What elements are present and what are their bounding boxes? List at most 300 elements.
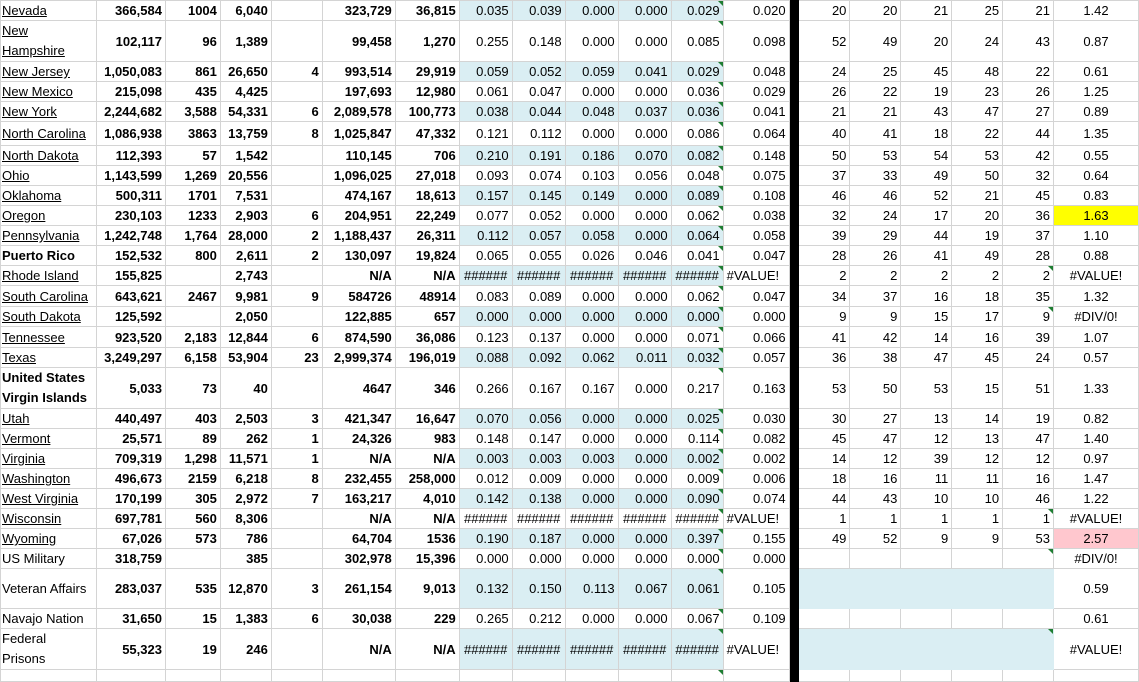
- cell-col5[interactable]: 64,704: [322, 529, 395, 549]
- cell-rate-3[interactable]: 0.113: [565, 569, 618, 609]
- cell-rate-1[interactable]: 0.077: [459, 206, 512, 226]
- cell-rank-2[interactable]: 53: [850, 146, 901, 166]
- cell-rate-3[interactable]: 0.000: [565, 549, 618, 569]
- cell-rate-1[interactable]: 0.157: [459, 186, 512, 206]
- cell-col5[interactable]: 474,167: [322, 186, 395, 206]
- cell-region-name[interactable]: [1, 509, 97, 529]
- cell-rank-2[interactable]: 26: [850, 246, 901, 266]
- cell-rate-2[interactable]: 0.138: [512, 489, 565, 509]
- cell-col2[interactable]: 3,588: [165, 102, 220, 122]
- cell-col6[interactable]: 657: [395, 307, 459, 327]
- cell-col3[interactable]: 786: [220, 529, 271, 549]
- cell-rate-5[interactable]: 0.000: [671, 307, 723, 327]
- cell-rate-1[interactable]: ######: [459, 509, 512, 529]
- cell-ratio[interactable]: 1.40: [1053, 429, 1138, 449]
- cell-rank-2[interactable]: [850, 569, 901, 609]
- cell-rank-3[interactable]: 53: [901, 368, 952, 409]
- cell-rank-3[interactable]: 11: [901, 469, 952, 489]
- cell-rank-1[interactable]: 53: [798, 368, 850, 409]
- cell-rank-1[interactable]: 2: [798, 266, 850, 286]
- cell-col6[interactable]: N/A: [395, 449, 459, 469]
- cell-rank-2[interactable]: 25: [850, 62, 901, 82]
- cell-rate-2[interactable]: 0.145: [512, 186, 565, 206]
- cell-rank-1[interactable]: 28: [798, 246, 850, 266]
- cell-col2[interactable]: 560: [165, 509, 220, 529]
- cell-rank-3[interactable]: 52: [901, 186, 952, 206]
- cell-col5[interactable]: N/A: [322, 449, 395, 469]
- cell-rank-5[interactable]: [1003, 629, 1054, 670]
- cell-rate-4[interactable]: 0.000: [618, 286, 671, 307]
- cell-col5[interactable]: 4647: [322, 368, 395, 409]
- cell-col5[interactable]: 130,097: [322, 246, 395, 266]
- cell-rank-2[interactable]: 37: [850, 286, 901, 307]
- cell-rank-1[interactable]: [798, 569, 850, 609]
- cell-rank-5[interactable]: [1003, 569, 1054, 609]
- cell-rank-3[interactable]: 18: [901, 122, 952, 146]
- cell-col4[interactable]: 2: [271, 246, 322, 266]
- cell-col5[interactable]: 874,590: [322, 327, 395, 348]
- cell-region-name[interactable]: [1, 549, 97, 569]
- cell-ratio[interactable]: #VALUE!: [1053, 266, 1138, 286]
- cell-ratio[interactable]: #DIV/0!: [1053, 549, 1138, 569]
- cell-rate-2[interactable]: 0.057: [512, 226, 565, 246]
- cell-rate-2[interactable]: ######: [512, 509, 565, 529]
- cell-rate-4[interactable]: 0.070: [618, 146, 671, 166]
- cell-rate-5[interactable]: 0.009: [671, 469, 723, 489]
- cell-rate-avg[interactable]: 0.105: [723, 569, 789, 609]
- cell-rank-1[interactable]: 26: [798, 82, 850, 102]
- cell-rate-1[interactable]: 0.088: [459, 348, 512, 368]
- cell-rank-5[interactable]: 43: [1003, 21, 1054, 62]
- cell-rank-5[interactable]: 36: [1003, 206, 1054, 226]
- cell-rate-5[interactable]: 0.067: [671, 609, 723, 629]
- cell-total[interactable]: 1,143,599: [96, 166, 165, 186]
- cell-rate-2[interactable]: 0.187: [512, 529, 565, 549]
- cell-rate-3[interactable]: 0.167: [565, 368, 618, 409]
- cell-ratio[interactable]: 1.42: [1053, 1, 1138, 21]
- cell-rate-2[interactable]: 0.000: [512, 307, 565, 327]
- cell-total[interactable]: 1,050,083: [96, 62, 165, 82]
- cell-col4[interactable]: 7: [271, 489, 322, 509]
- cell-rank-4[interactable]: 2: [952, 266, 1003, 286]
- cell-rate-2[interactable]: 0.052: [512, 62, 565, 82]
- cell-rate-4[interactable]: 0.000: [618, 609, 671, 629]
- cell-col4[interactable]: [271, 82, 322, 102]
- cell-rate-4[interactable]: 0.000: [618, 469, 671, 489]
- cell-rate-avg[interactable]: 0.029: [723, 82, 789, 102]
- cell-col5[interactable]: 99,458: [322, 21, 395, 62]
- cell-rank-4[interactable]: [952, 629, 1003, 670]
- cell-rate-2[interactable]: 0.074: [512, 166, 565, 186]
- cell-rate-avg[interactable]: 0.030: [723, 409, 789, 429]
- cell-total[interactable]: 3,249,297: [96, 348, 165, 368]
- cell-rate-avg[interactable]: 0.048: [723, 62, 789, 82]
- cell-col3[interactable]: 2,503: [220, 409, 271, 429]
- cell-rank-1[interactable]: 18: [798, 469, 850, 489]
- cell-rate-5[interactable]: 0.062: [671, 206, 723, 226]
- cell-rate-3[interactable]: 0.000: [565, 82, 618, 102]
- cell-rate-2[interactable]: 0.148: [512, 21, 565, 62]
- cell-region-name[interactable]: [1, 489, 97, 509]
- cell-rank-1[interactable]: 40: [798, 122, 850, 146]
- cell-col3[interactable]: 8,306: [220, 509, 271, 529]
- cell-col6[interactable]: 22,249: [395, 206, 459, 226]
- cell-col2[interactable]: 15: [165, 609, 220, 629]
- cell-rank-3[interactable]: 39: [901, 449, 952, 469]
- cell-col6[interactable]: 16,647: [395, 409, 459, 429]
- cell-rate-5[interactable]: 0.000: [671, 549, 723, 569]
- cell-rank-4[interactable]: 19: [952, 226, 1003, 246]
- cell-col6[interactable]: 229: [395, 609, 459, 629]
- cell-rank-5[interactable]: 1: [1003, 509, 1054, 529]
- cell-rate-5[interactable]: 0.036: [671, 82, 723, 102]
- cell-rate-5[interactable]: 0.002: [671, 449, 723, 469]
- cell-rate-3[interactable]: 0.000: [565, 609, 618, 629]
- cell-col6[interactable]: 1536: [395, 529, 459, 549]
- cell-rank-4[interactable]: 11: [952, 469, 1003, 489]
- cell-rate-avg[interactable]: 0.038: [723, 206, 789, 226]
- region-link[interactable]: North Dakota: [2, 148, 79, 163]
- cell-total[interactable]: 500,311: [96, 186, 165, 206]
- region-link[interactable]: West Virginia: [2, 491, 79, 506]
- cell-col3[interactable]: 246: [220, 629, 271, 670]
- cell-rate-avg[interactable]: 0.074: [723, 489, 789, 509]
- cell-region-name[interactable]: [1, 307, 97, 327]
- cell-rate-5[interactable]: 0.090: [671, 489, 723, 509]
- region-link[interactable]: New York: [2, 104, 57, 119]
- cell-rate-4[interactable]: 0.000: [618, 327, 671, 348]
- cell-rank-5[interactable]: 22: [1003, 62, 1054, 82]
- cell-col4[interactable]: [271, 21, 322, 62]
- cell-col5[interactable]: N/A: [322, 266, 395, 286]
- region-link[interactable]: Wisconsin: [2, 511, 62, 526]
- cell-col6[interactable]: N/A: [395, 629, 459, 670]
- cell-rate-3[interactable]: 0.059: [565, 62, 618, 82]
- cell-total[interactable]: 155,825: [96, 266, 165, 286]
- region-link[interactable]: South Dakota: [2, 309, 81, 324]
- cell-rate-4[interactable]: 0.046: [618, 246, 671, 266]
- cell-rate-5[interactable]: 0.086: [671, 122, 723, 146]
- cell-col2[interactable]: 57: [165, 146, 220, 166]
- cell-rank-4[interactable]: 53: [952, 146, 1003, 166]
- cell-col6[interactable]: 4,010: [395, 489, 459, 509]
- cell-col6[interactable]: 983: [395, 429, 459, 449]
- cell-col4[interactable]: 2: [271, 226, 322, 246]
- cell-rank-5[interactable]: [1003, 609, 1054, 629]
- cell-col3[interactable]: 2,743: [220, 266, 271, 286]
- cell-rate-avg[interactable]: 0.000: [723, 307, 789, 327]
- region-link[interactable]: Tennessee: [2, 329, 65, 345]
- cell-rank-2[interactable]: 2: [850, 266, 901, 286]
- cell-rank-2[interactable]: 24: [850, 206, 901, 226]
- cell-rank-1[interactable]: 36: [798, 348, 850, 368]
- cell-rate-avg[interactable]: #VALUE!: [723, 629, 789, 670]
- cell-rank-1[interactable]: 44: [798, 489, 850, 509]
- cell-ratio[interactable]: #VALUE!: [1053, 629, 1138, 670]
- cell-rate-1[interactable]: ######: [459, 629, 512, 670]
- cell-rate-2[interactable]: 0.003: [512, 449, 565, 469]
- region-link[interactable]: New Mexico: [2, 84, 73, 99]
- cell-rank-1[interactable]: 41: [798, 327, 850, 348]
- cell-ratio[interactable]: 0.87: [1053, 21, 1138, 62]
- cell-col4[interactable]: [271, 1, 322, 21]
- cell-col4[interactable]: 8: [271, 122, 322, 146]
- cell-rank-2[interactable]: 46: [850, 186, 901, 206]
- cell-rate-5[interactable]: 0.064: [671, 226, 723, 246]
- cell-ratio[interactable]: 0.55: [1053, 146, 1138, 166]
- cell-rate-4[interactable]: 0.000: [618, 186, 671, 206]
- cell-col2[interactable]: 1,298: [165, 449, 220, 469]
- cell-region-name[interactable]: [1, 429, 97, 449]
- cell-rate-1[interactable]: 0.083: [459, 286, 512, 307]
- cell-rate-3[interactable]: 0.003: [565, 449, 618, 469]
- cell-region-name[interactable]: [1, 569, 97, 609]
- cell-col6[interactable]: 100,773: [395, 102, 459, 122]
- cell-col3[interactable]: 1,389: [220, 21, 271, 62]
- cell-rank-5[interactable]: 42: [1003, 146, 1054, 166]
- cell-ratio[interactable]: 0.82: [1053, 409, 1138, 429]
- cell-col6[interactable]: N/A: [395, 266, 459, 286]
- cell-col2[interactable]: 435: [165, 82, 220, 102]
- cell-rate-2[interactable]: 0.089: [512, 286, 565, 307]
- cell-col2[interactable]: 1004: [165, 1, 220, 21]
- cell-rank-3[interactable]: 19: [901, 82, 952, 102]
- cell-rank-3[interactable]: 13: [901, 409, 952, 429]
- cell-col4[interactable]: 6: [271, 102, 322, 122]
- cell-col3[interactable]: 6,040: [220, 1, 271, 21]
- cell-ratio[interactable]: 0.83: [1053, 186, 1138, 206]
- cell-rate-2[interactable]: ######: [512, 629, 565, 670]
- cell-rate-3[interactable]: 0.000: [565, 327, 618, 348]
- cell-rank-2[interactable]: 33: [850, 166, 901, 186]
- region-link[interactable]: New Hampshire: [2, 23, 65, 58]
- cell-ratio[interactable]: 0.64: [1053, 166, 1138, 186]
- cell-rate-2[interactable]: 0.009: [512, 469, 565, 489]
- cell-rate-2[interactable]: 0.055: [512, 246, 565, 266]
- cell-rate-avg[interactable]: 0.041: [723, 102, 789, 122]
- cell-rank-4[interactable]: 13: [952, 429, 1003, 449]
- cell-col3[interactable]: 1,542: [220, 146, 271, 166]
- cell-col2[interactable]: 2159: [165, 469, 220, 489]
- cell-rate-3[interactable]: ######: [565, 266, 618, 286]
- cell-total[interactable]: 152,532: [96, 246, 165, 266]
- cell-col6[interactable]: 706: [395, 146, 459, 166]
- cell-rate-2[interactable]: 0.150: [512, 569, 565, 609]
- cell-rank-3[interactable]: [901, 609, 952, 629]
- cell-col5[interactable]: 24,326: [322, 429, 395, 449]
- cell-ratio[interactable]: 1.22: [1053, 489, 1138, 509]
- cell-rank-2[interactable]: 52: [850, 529, 901, 549]
- cell-col5[interactable]: N/A: [322, 509, 395, 529]
- cell-rate-2[interactable]: 0.212: [512, 609, 565, 629]
- cell-rate-3[interactable]: ######: [565, 629, 618, 670]
- cell-region-name[interactable]: [1, 1, 97, 21]
- cell-ratio[interactable]: 0.88: [1053, 246, 1138, 266]
- cell-col2[interactable]: [165, 549, 220, 569]
- cell-rate-5[interactable]: ######: [671, 266, 723, 286]
- cell-ratio[interactable]: 1.63: [1053, 206, 1138, 226]
- cell-rank-3[interactable]: [901, 629, 952, 670]
- cell-rank-4[interactable]: 24: [952, 21, 1003, 62]
- cell-col3[interactable]: 13,759: [220, 122, 271, 146]
- cell-rank-1[interactable]: 9: [798, 307, 850, 327]
- cell-col5[interactable]: 584726: [322, 286, 395, 307]
- cell-rank-1[interactable]: 34: [798, 286, 850, 307]
- cell-rate-5[interactable]: ######: [671, 629, 723, 670]
- cell-rank-4[interactable]: 18: [952, 286, 1003, 307]
- cell-rate-4[interactable]: 0.041: [618, 62, 671, 82]
- cell-total[interactable]: 112,393: [96, 146, 165, 166]
- cell-rate-1[interactable]: 0.190: [459, 529, 512, 549]
- region-link[interactable]: Nevada: [2, 3, 47, 18]
- cell-total[interactable]: 25,571: [96, 429, 165, 449]
- cell-region-name[interactable]: [1, 409, 97, 429]
- cell-rank-5[interactable]: 27: [1003, 102, 1054, 122]
- cell-col3[interactable]: 53,904: [220, 348, 271, 368]
- cell-ratio[interactable]: 0.97: [1053, 449, 1138, 469]
- cell-col2[interactable]: 305: [165, 489, 220, 509]
- cell-region-name[interactable]: [1, 469, 97, 489]
- cell-rate-2[interactable]: 0.092: [512, 348, 565, 368]
- cell-ratio[interactable]: 2.57: [1053, 529, 1138, 549]
- cell-total[interactable]: 55,323: [96, 629, 165, 670]
- cell-col5[interactable]: 204,951: [322, 206, 395, 226]
- cell-ratio[interactable]: 1.10: [1053, 226, 1138, 246]
- cell-col2[interactable]: 2467: [165, 286, 220, 307]
- cell-rate-avg[interactable]: 0.148: [723, 146, 789, 166]
- cell-rate-1[interactable]: 0.003: [459, 449, 512, 469]
- cell-rank-2[interactable]: 47: [850, 429, 901, 449]
- cell-col6[interactable]: 36,815: [395, 1, 459, 21]
- cell-col3[interactable]: 4,425: [220, 82, 271, 102]
- cell-rate-4[interactable]: 0.000: [618, 307, 671, 327]
- cell-rate-4[interactable]: 0.000: [618, 82, 671, 102]
- cell-rank-1[interactable]: [798, 629, 850, 670]
- cell-rate-avg[interactable]: 0.006: [723, 469, 789, 489]
- cell-col6[interactable]: 9,013: [395, 569, 459, 609]
- cell-rank-2[interactable]: 21: [850, 102, 901, 122]
- cell-rate-2[interactable]: 0.167: [512, 368, 565, 409]
- cell-rate-2[interactable]: 0.044: [512, 102, 565, 122]
- cell-rate-avg[interactable]: 0.002: [723, 449, 789, 469]
- cell-total[interactable]: 125,592: [96, 307, 165, 327]
- cell-rank-4[interactable]: 14: [952, 409, 1003, 429]
- cell-rate-1[interactable]: 0.121: [459, 122, 512, 146]
- cell-col6[interactable]: 1,270: [395, 21, 459, 62]
- region-link[interactable]: South Carolina: [2, 288, 88, 304]
- cell-rate-1[interactable]: 0.148: [459, 429, 512, 449]
- cell-rate-1[interactable]: 0.059: [459, 62, 512, 82]
- cell-rank-3[interactable]: 10: [901, 489, 952, 509]
- cell-rate-1[interactable]: 0.123: [459, 327, 512, 348]
- cell-col3[interactable]: 28,000: [220, 226, 271, 246]
- cell-rank-2[interactable]: 49: [850, 21, 901, 62]
- cell-rank-3[interactable]: 49: [901, 166, 952, 186]
- cell-rate-1[interactable]: 0.255: [459, 21, 512, 62]
- cell-col6[interactable]: 12,980: [395, 82, 459, 102]
- cell-rate-5[interactable]: 0.082: [671, 146, 723, 166]
- cell-col6[interactable]: 346: [395, 368, 459, 409]
- cell-ratio[interactable]: 1.35: [1053, 122, 1138, 146]
- cell-rate-1[interactable]: 0.012: [459, 469, 512, 489]
- cell-region-name[interactable]: [1, 62, 97, 82]
- cell-rank-3[interactable]: 20: [901, 21, 952, 62]
- cell-rank-5[interactable]: 28: [1003, 246, 1054, 266]
- cell-col4[interactable]: [271, 368, 322, 409]
- cell-rate-4[interactable]: ######: [618, 509, 671, 529]
- cell-col4[interactable]: [271, 509, 322, 529]
- cell-region-name[interactable]: [1, 102, 97, 122]
- cell-rate-1[interactable]: 0.210: [459, 146, 512, 166]
- cell-region-name[interactable]: [1, 266, 97, 286]
- cell-rate-avg[interactable]: 0.155: [723, 529, 789, 549]
- cell-rate-4[interactable]: ######: [618, 266, 671, 286]
- cell-col3[interactable]: 54,331: [220, 102, 271, 122]
- cell-rank-2[interactable]: 50: [850, 368, 901, 409]
- cell-rate-1[interactable]: 0.070: [459, 409, 512, 429]
- cell-rate-avg[interactable]: 0.108: [723, 186, 789, 206]
- cell-col5[interactable]: 122,885: [322, 307, 395, 327]
- cell-total[interactable]: 230,103: [96, 206, 165, 226]
- cell-total[interactable]: 366,584: [96, 1, 165, 21]
- cell-rate-2[interactable]: 0.191: [512, 146, 565, 166]
- cell-total[interactable]: 2,244,682: [96, 102, 165, 122]
- cell-rate-avg[interactable]: 0.047: [723, 246, 789, 266]
- cell-col5[interactable]: 993,514: [322, 62, 395, 82]
- cell-rank-4[interactable]: 45: [952, 348, 1003, 368]
- cell-rate-4[interactable]: ######: [618, 629, 671, 670]
- region-link[interactable]: Oregon: [2, 208, 46, 223]
- cell-rate-4[interactable]: 0.011: [618, 348, 671, 368]
- cell-total[interactable]: 102,117: [96, 21, 165, 62]
- cell-total[interactable]: 709,319: [96, 449, 165, 469]
- cell-rate-2[interactable]: 0.137: [512, 327, 565, 348]
- cell-rate-4[interactable]: 0.000: [618, 489, 671, 509]
- cell-rank-5[interactable]: 47: [1003, 429, 1054, 449]
- region-link[interactable]: Rhode Island: [2, 268, 79, 283]
- cell-rate-3[interactable]: 0.026: [565, 246, 618, 266]
- cell-col4[interactable]: [271, 266, 322, 286]
- cell-col2[interactable]: 403: [165, 409, 220, 429]
- cell-col2[interactable]: 861: [165, 62, 220, 82]
- cell-rank-2[interactable]: [850, 549, 901, 569]
- cell-col6[interactable]: 258,000: [395, 469, 459, 489]
- cell-rate-3[interactable]: 0.000: [565, 1, 618, 21]
- cell-rank-1[interactable]: 20: [798, 1, 850, 21]
- cell-col3[interactable]: 9,981: [220, 286, 271, 307]
- cell-rank-5[interactable]: 2: [1003, 266, 1054, 286]
- region-link[interactable]: Vermont: [2, 431, 51, 446]
- cell-region-name[interactable]: [1, 327, 97, 348]
- cell-rate-1[interactable]: 0.038: [459, 102, 512, 122]
- cell-col6[interactable]: 36,086: [395, 327, 459, 348]
- region-link[interactable]: New Jersey: [2, 64, 70, 79]
- cell-rate-5[interactable]: 0.062: [671, 286, 723, 307]
- cell-col3[interactable]: 26,650: [220, 62, 271, 82]
- cell-ratio[interactable]: 0.57: [1053, 348, 1138, 368]
- cell-rank-2[interactable]: 29: [850, 226, 901, 246]
- cell-rate-5[interactable]: 0.025: [671, 409, 723, 429]
- cell-total[interactable]: 283,037: [96, 569, 165, 609]
- cell-rank-4[interactable]: 17: [952, 307, 1003, 327]
- cell-rank-3[interactable]: 1: [901, 509, 952, 529]
- cell-rate-1[interactable]: 0.266: [459, 368, 512, 409]
- cell-rate-avg[interactable]: 0.000: [723, 549, 789, 569]
- cell-region-name[interactable]: [1, 186, 97, 206]
- cell-ratio[interactable]: 0.59: [1053, 569, 1138, 609]
- cell-rank-4[interactable]: 16: [952, 327, 1003, 348]
- cell-region-name[interactable]: [1, 146, 97, 166]
